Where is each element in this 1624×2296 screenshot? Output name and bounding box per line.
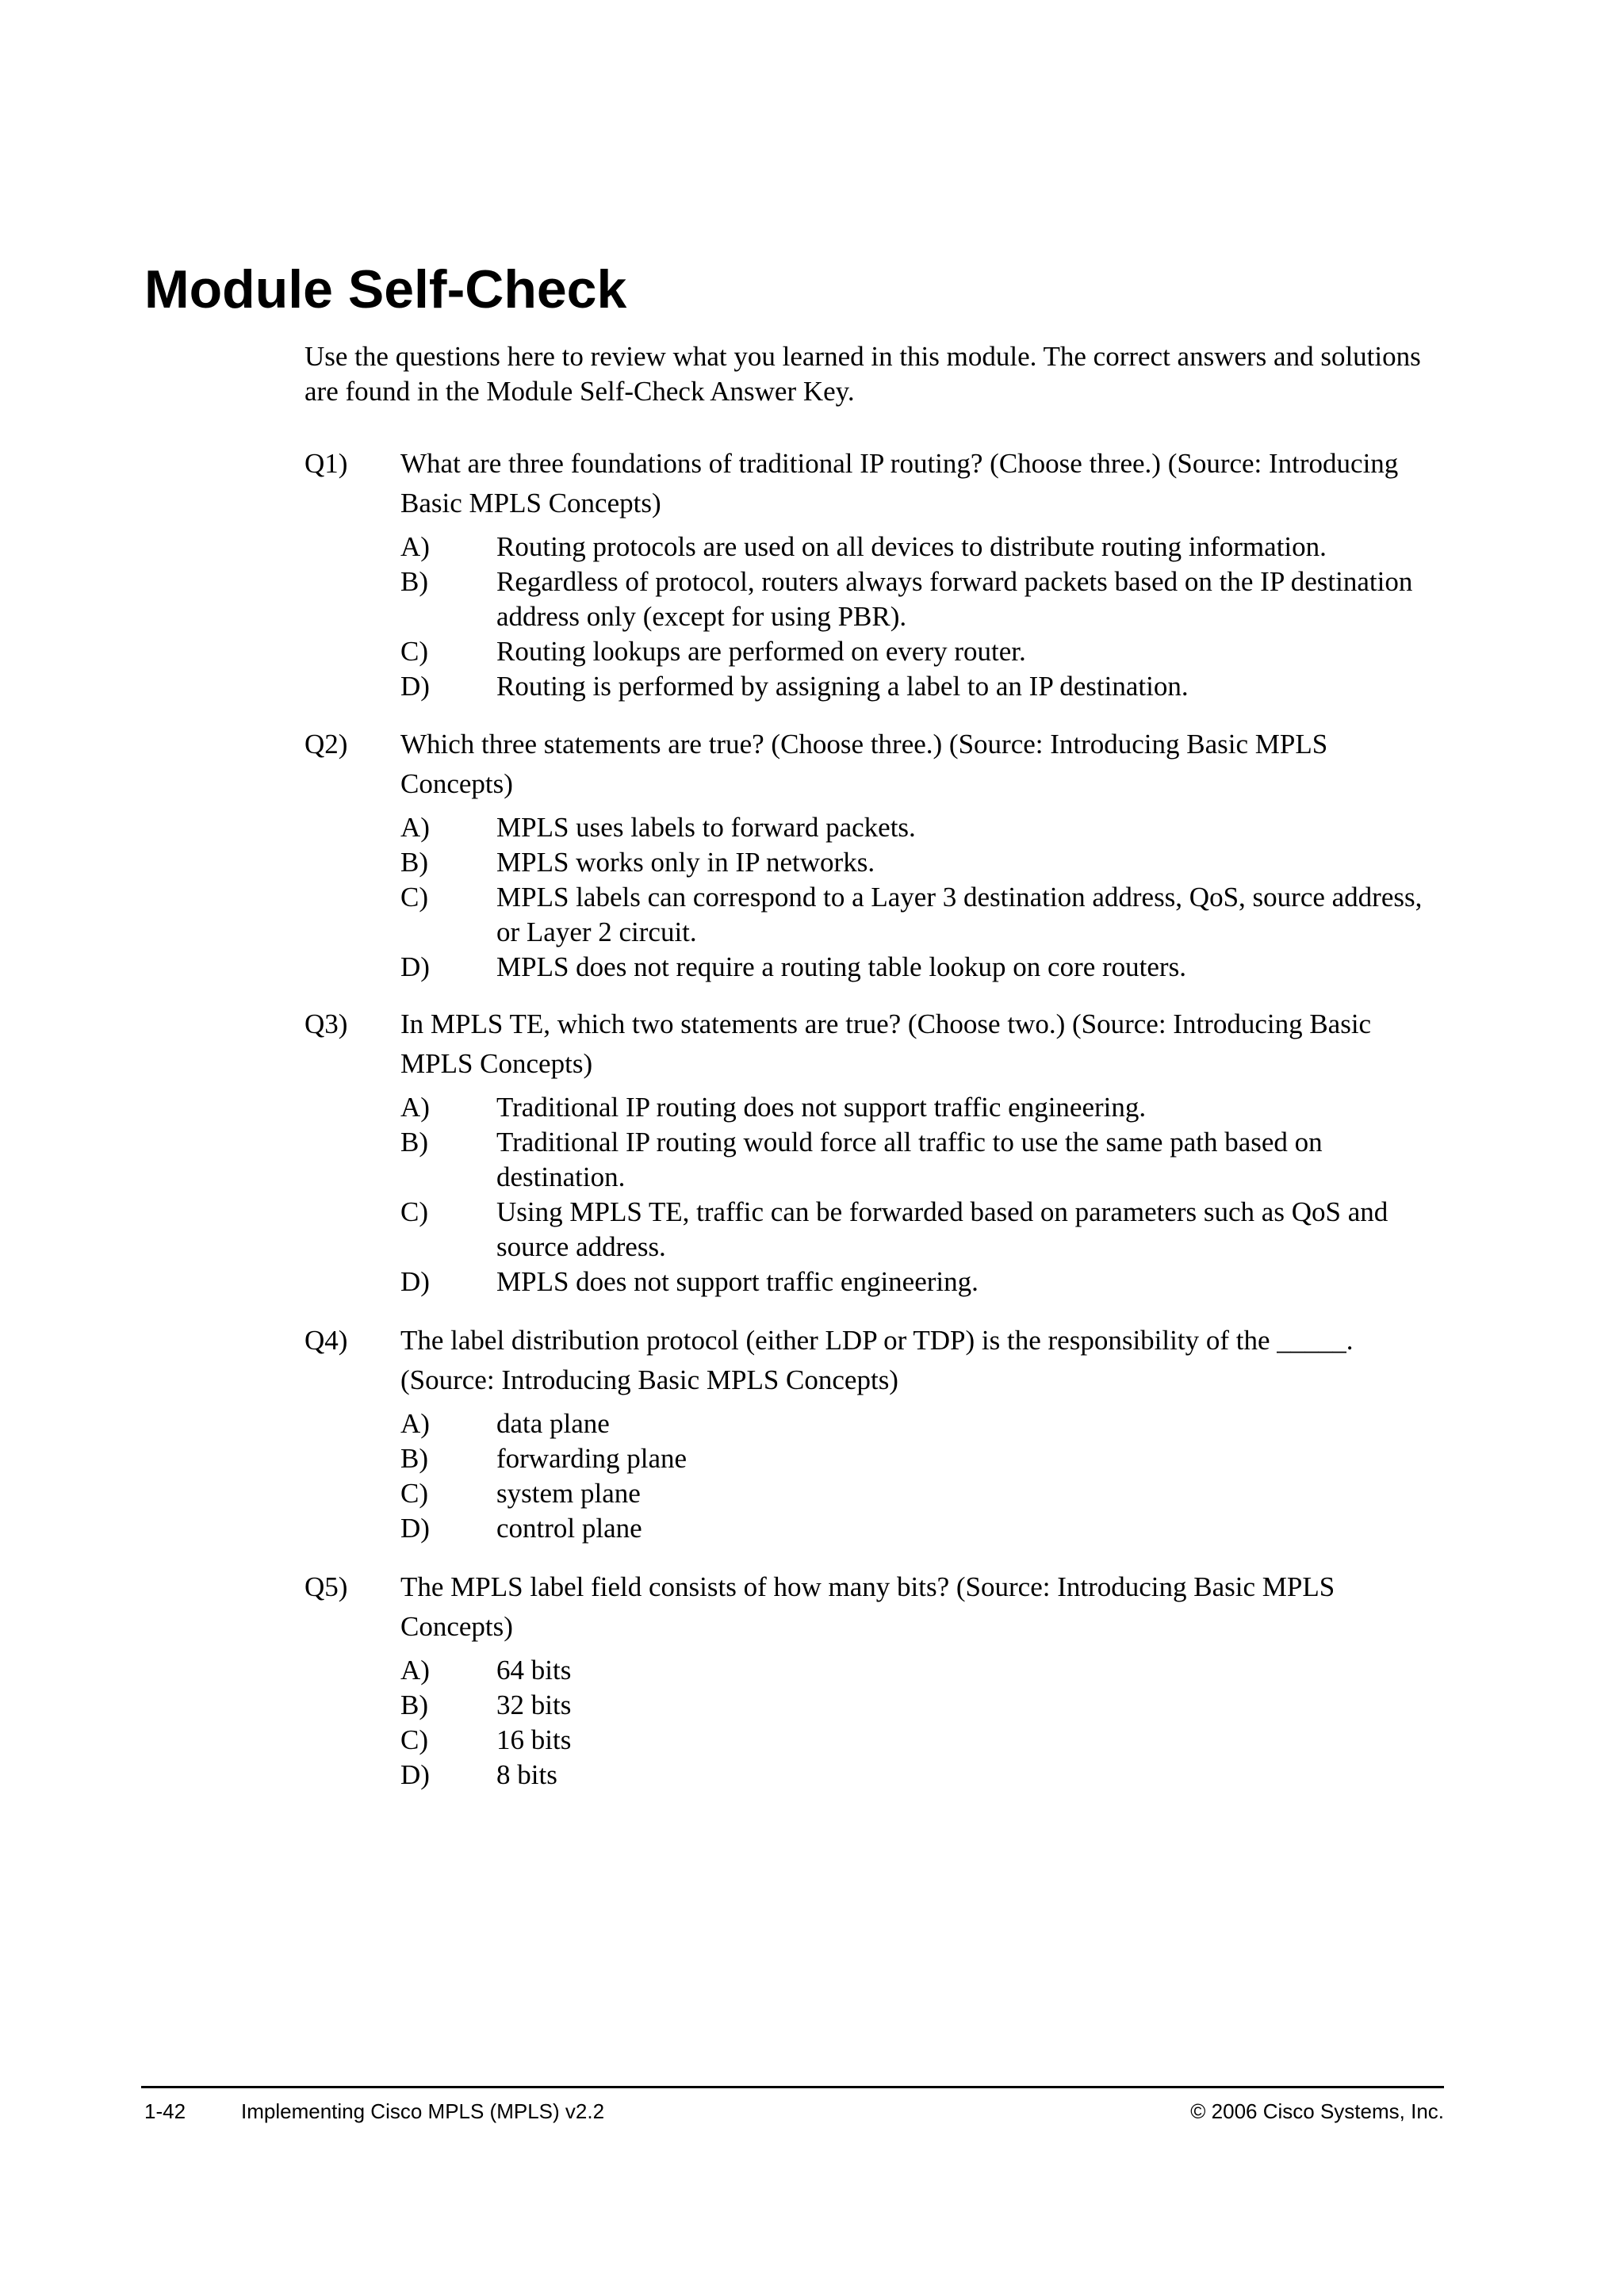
option-item — [400, 1688, 1438, 1723]
option-list — [304, 1653, 1438, 1793]
option-text: MPLS does not require a routing table lookup on core routers. — [496, 951, 1186, 982]
option-letter: A) — [400, 812, 430, 843]
question-2 — [304, 725, 1438, 985]
question-number: Q1) — [304, 448, 348, 479]
option-letter: B) — [400, 847, 428, 878]
question-stem — [304, 444, 1438, 523]
option-letter: D) — [400, 1759, 430, 1790]
option-item — [400, 1195, 1438, 1265]
question-stem — [304, 1004, 1438, 1084]
option-item — [400, 1441, 1438, 1476]
option-text: MPLS does not support traffic engineering. — [496, 1266, 979, 1297]
option-item — [400, 845, 1438, 880]
option-item — [400, 564, 1438, 634]
option-letter: A) — [400, 531, 430, 562]
footer-divider — [141, 2086, 1444, 2088]
option-text: Traditional IP routing would force all traffic to use the same path based on destination. — [496, 1127, 1323, 1192]
option-text: Traditional IP routing does not support traffic engineering. — [496, 1092, 1147, 1123]
option-text: Regardless of protocol, routers always forward packets based on the IP destination address only (except for using PBR). — [496, 566, 1413, 632]
question-number: Q4) — [304, 1325, 348, 1356]
option-letter: A) — [400, 1092, 430, 1123]
footer-course-title: Implementing Cisco MPLS (MPLS) v2.2 — [241, 2099, 605, 2123]
question-number: Q3) — [304, 1008, 348, 1039]
option-item — [400, 880, 1438, 950]
question-stem — [304, 725, 1438, 804]
option-text: 64 bits — [496, 1655, 572, 1686]
option-item — [400, 810, 1438, 845]
option-text: Routing is performed by assigning a label to an IP destination. — [496, 671, 1189, 702]
option-item — [400, 1476, 1438, 1511]
option-letter: B) — [400, 1689, 428, 1720]
option-text: system plane — [496, 1478, 641, 1509]
option-text: MPLS uses labels to forward packets. — [496, 812, 916, 843]
option-list — [304, 1090, 1438, 1299]
option-item — [400, 530, 1438, 564]
option-letter: C) — [400, 1196, 428, 1227]
option-letter: C) — [400, 1724, 428, 1755]
option-list — [304, 1406, 1438, 1546]
option-item — [400, 669, 1438, 704]
intro-paragraph: Use the questions here to review what you learned in this module. The correct answers and solutions are found in the Module Self-Check Answer Key. — [304, 341, 1421, 407]
option-text: Routing lookups are performed on every router. — [496, 636, 1026, 667]
question-4 — [304, 1321, 1438, 1546]
option-letter: B) — [400, 566, 428, 597]
option-item — [400, 1090, 1438, 1125]
question-1 — [304, 444, 1438, 704]
question-text: Which three statements are true? (Choose three.) (Source: Introducing Basic MPLS Concepts) — [400, 729, 1328, 799]
option-list — [304, 810, 1438, 985]
option-text: MPLS labels can correspond to a Layer 3 destination address, QoS, source address, or Layer 2 circuit. — [496, 882, 1423, 947]
question-stem — [304, 1321, 1438, 1400]
option-text: 32 bits — [496, 1689, 572, 1720]
question-number: Q5) — [304, 1571, 348, 1602]
option-text: data plane — [496, 1408, 610, 1439]
option-item — [400, 1723, 1438, 1758]
option-text: MPLS works only in IP networks. — [496, 847, 875, 878]
option-list — [304, 530, 1438, 704]
option-item — [400, 950, 1438, 985]
question-3 — [304, 1004, 1438, 1299]
option-letter: A) — [400, 1655, 430, 1686]
option-item — [400, 1653, 1438, 1688]
option-item — [400, 1406, 1438, 1441]
option-text: 16 bits — [496, 1724, 572, 1755]
option-item — [400, 1758, 1438, 1793]
option-letter: B) — [400, 1443, 428, 1474]
option-letter: D) — [400, 671, 430, 702]
option-letter: D) — [400, 1513, 430, 1544]
option-letter: D) — [400, 1266, 430, 1297]
option-item — [400, 1511, 1438, 1546]
option-text: Routing protocols are used on all devices to distribute routing information. — [496, 531, 1327, 562]
footer-copyright: © 2006 Cisco Systems, Inc. — [1190, 2099, 1444, 2123]
question-text: The MPLS label field consists of how many bits? (Source: Introducing Basic MPLS Concepts) — [400, 1571, 1335, 1642]
question-number: Q2) — [304, 729, 348, 760]
option-letter: A) — [400, 1408, 430, 1439]
question-text: In MPLS TE, which two statements are true? (Choose two.) (Source: Introducing Basic MPLS Concepts) — [400, 1008, 1372, 1079]
option-text: control plane — [496, 1513, 642, 1544]
option-text: 8 bits — [496, 1759, 557, 1790]
option-item — [400, 1265, 1438, 1299]
option-letter: C) — [400, 636, 428, 667]
option-letter: B) — [400, 1127, 428, 1158]
question-5 — [304, 1567, 1438, 1793]
option-letter: C) — [400, 1478, 428, 1509]
option-item — [400, 1125, 1438, 1195]
option-text: Using MPLS TE, traffic can be forwarded based on parameters such as QoS and source address. — [496, 1196, 1388, 1262]
question-stem — [304, 1567, 1438, 1647]
option-letter: D) — [400, 951, 430, 982]
option-text: forwarding plane — [496, 1443, 688, 1474]
option-item — [400, 634, 1438, 669]
option-letter: C) — [400, 882, 428, 913]
question-text: The label distribution protocol (either LDP or TDP) is the responsibility of the _____. (Source: Introducing Basic MPLS Concepts) — [400, 1325, 1354, 1395]
footer-page-number: 1-42 — [144, 2099, 186, 2123]
question-text: What are three foundations of traditional IP routing? (Choose three.) (Source: Introducing Basic MPLS Concepts) — [400, 448, 1399, 519]
page-title: Module Self-Check — [144, 259, 627, 320]
